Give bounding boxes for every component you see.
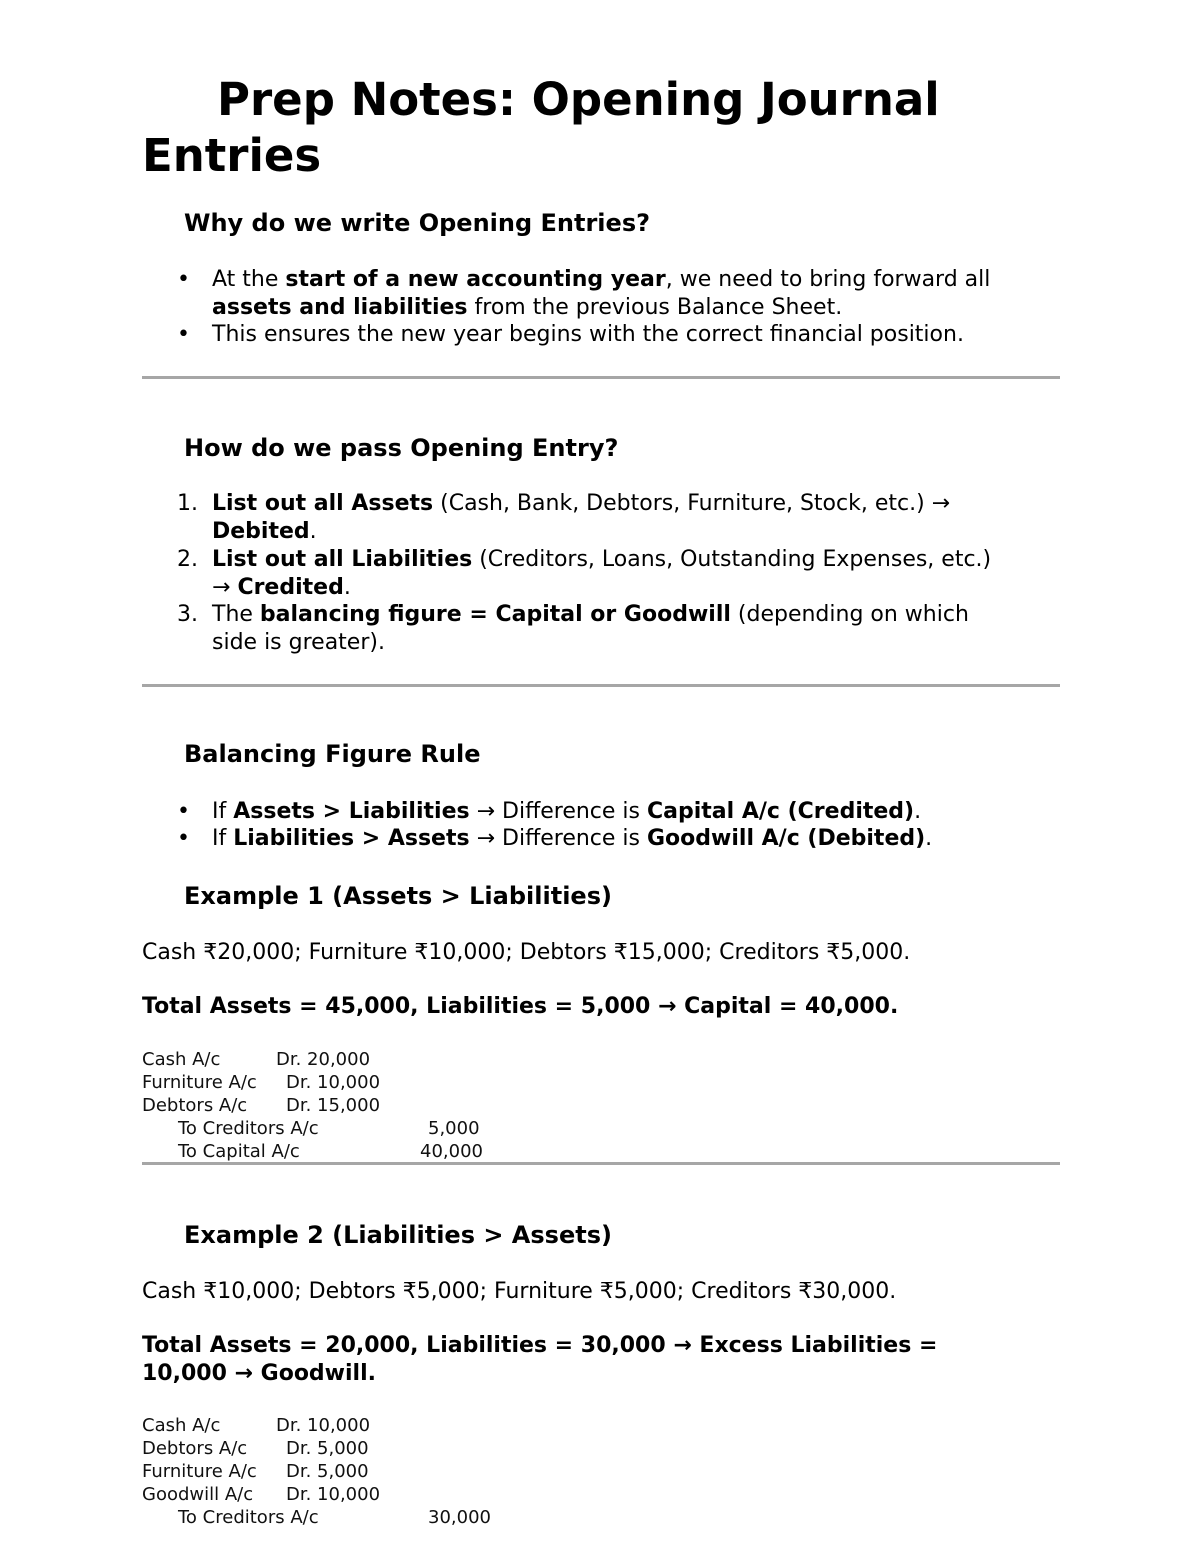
divider [142,1162,1060,1165]
example-1-total: Total Assets = 45,000, Liabilities = 5,000 → Capital = 40,000. [142,994,899,1019]
divider [142,684,1060,687]
journal-row: Furniture A/c Dr. 10,000 [142,1072,381,1093]
bullet-icon: • [177,826,190,851]
bullet-icon: • [177,799,190,824]
journal-row: To Creditors A/c 5,000 [178,1118,480,1139]
list-item: List out all Assets (Cash, Bank, Debtors, Furniture, Stock, etc.) → Debited. [212,491,951,544]
section-heading-why: Why do we write Opening Entries? [184,209,651,237]
section-heading-rule: Balancing Figure Rule [184,740,481,768]
step-number: 1. [177,491,198,516]
section-heading-how: How do we pass Opening Entry? [184,434,619,462]
journal-entry-2 [142,1414,562,1529]
example-1-heading: Example 1 (Assets > Liabilities) [184,882,612,910]
step-number: 3. [177,602,198,627]
step-number: 2. [177,547,198,572]
list-item: If Liabilities > Assets → Difference is Goodwill A/c (Debited). [212,826,933,851]
journal-row: Goodwill A/c Dr. 10,000 [142,1484,381,1505]
list-item: This ensures the new year begins with the correct financial position. [212,322,964,347]
divider [142,376,1060,379]
journal-row: To Creditors A/c 30,000 [178,1507,491,1528]
journal-row: To Capital A/c 40,000 [178,1141,483,1162]
journal-row: Cash A/c Dr. 20,000 [142,1049,371,1070]
example-1-given: Cash ₹20,000; Furniture ₹10,000; Debtors ₹15,000; Creditors ₹5,000. [142,940,911,965]
journal-entry-1 [142,1048,562,1163]
journal-row: Debtors A/c Dr. 5,000 [142,1438,369,1459]
journal-row: Debtors A/c Dr. 15,000 [142,1095,381,1116]
list-item: The balancing figure = Capital or Goodwill (depending on which side is greater). [212,602,969,655]
example-2-given: Cash ₹10,000; Debtors ₹5,000; Furniture ₹5,000; Creditors ₹30,000. [142,1279,897,1304]
list-item: List out all Liabilities (Creditors, Loans, Outstanding Expenses, etc.) → Credited. [212,547,992,600]
bullet-icon: • [177,322,190,347]
journal-row: Furniture A/c Dr. 5,000 [142,1461,369,1482]
list-item: At the start of a new accounting year, we need to bring forward all assets and liabilities from the previous Balance Sheet. [212,267,991,320]
bullet-icon: • [177,267,190,292]
example-2-heading: Example 2 (Liabilities > Assets) [184,1221,612,1249]
journal-row: Cash A/c Dr. 10,000 [142,1415,371,1436]
page-title: Prep Notes: Opening Journal Entries [142,73,940,182]
list-item: If Assets > Liabilities → Difference is Capital A/c (Credited). [212,799,922,824]
example-2-total: Total Assets = 20,000, Liabilities = 30,000 → Excess Liabilities = 10,000 → Goodwill. [142,1333,938,1386]
